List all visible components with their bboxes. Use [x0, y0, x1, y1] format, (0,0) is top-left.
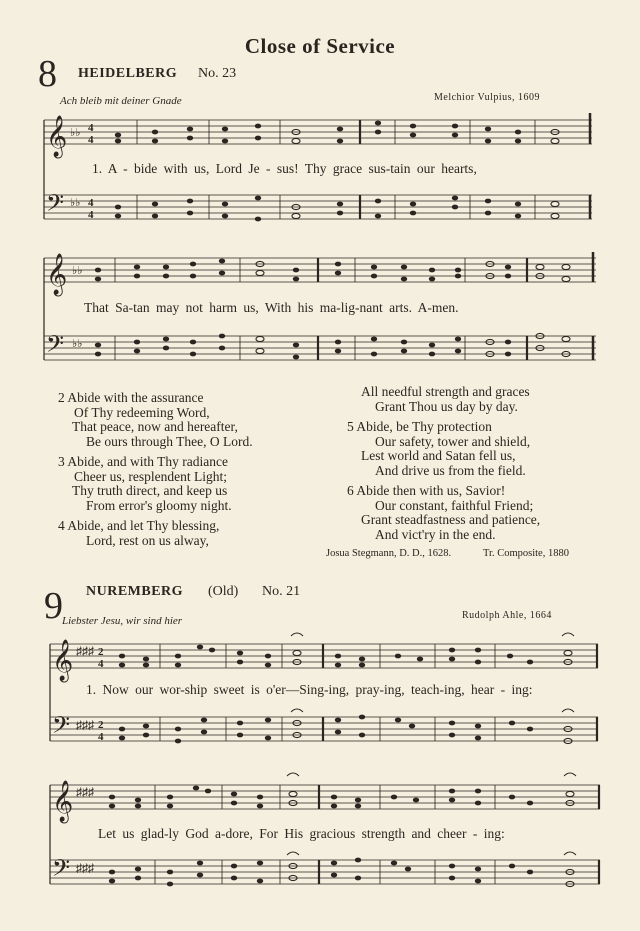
tune-name: HEIDELBERG: [78, 66, 178, 81]
verse-line: Lord, rest on us alway,: [86, 532, 209, 548]
svg-text:𝄢: 𝄢: [52, 854, 71, 887]
svg-text:2: 2: [98, 719, 104, 731]
svg-text:4: 4: [88, 209, 94, 221]
tune-variant: (Old): [208, 584, 239, 599]
lyric-line: That Sa-tan may not harm us, With his ma-lig-nant arts. A-men.: [84, 300, 459, 315]
svg-text:2: 2: [98, 646, 104, 658]
verse-line: 6 Abide then with us, Savior!: [347, 483, 506, 498]
lyric-line: 1. Now our wor-ship sweet is o'er—Sing-ing, pray-ing, teach-ing, hear - ing:: [86, 682, 533, 697]
verse-line: 5 Abide, be Thy protection: [347, 419, 492, 434]
svg-text:4: 4: [88, 122, 94, 134]
author-credit: Josua Stegmann, D. D., 1628.: [326, 548, 452, 559]
svg-text:♯♯♯: ♯♯♯: [76, 861, 94, 875]
composer: Melchior Vulpius, 1609: [434, 92, 541, 103]
lyric-line: Let us glad-ly God a-dore, For His gracious strength and cheer - ing:: [98, 826, 505, 841]
verse-line: From error's gloomy night.: [86, 497, 232, 513]
translation-credit: Tr. Composite, 1880: [483, 548, 569, 559]
svg-text:4: 4: [98, 658, 104, 670]
svg-text:𝄢: 𝄢: [52, 711, 71, 744]
svg-text:𝄢: 𝄢: [46, 330, 65, 363]
svg-text:♭♭: ♭♭: [70, 127, 81, 139]
page-title: Close of Service: [244, 34, 396, 58]
verse-line: Cheer us, resplendent Light;: [74, 468, 227, 484]
verse-line: Be ours through Thee, O Lord.: [86, 433, 253, 449]
verse-line: 2 Abide with the assurance: [58, 390, 204, 405]
verse-line: Our constant, faithful Friend;: [375, 497, 534, 513]
verse-line: 4 Abide, and let Thy blessing,: [58, 518, 220, 533]
verse-line: And vict'ry in the end.: [375, 526, 496, 542]
verse-line: That peace, now and hereafter,: [72, 419, 238, 434]
svg-text:♭♭: ♭♭: [70, 197, 81, 209]
svg-text:𝄞: 𝄞: [46, 116, 68, 157]
composer: Rudolph Ahle, 1664: [462, 610, 552, 621]
verse-line: Our safety, tower and shield,: [375, 433, 531, 449]
tune-name: NUREMBERG: [86, 584, 184, 599]
svg-text:𝄞: 𝄞: [46, 254, 68, 295]
hymn-number: 9: [44, 585, 63, 627]
svg-text:♯♯♯: ♯♯♯: [76, 718, 94, 732]
verse-line: Lest world and Satan fell us,: [361, 448, 516, 463]
svg-text:♯♯♯: ♯♯♯: [76, 644, 94, 658]
svg-text:♭♭: ♭♭: [72, 265, 83, 277]
verse-line: Grant steadfastness and patience,: [361, 512, 541, 527]
verse-line: 3 Abide, and with Thy radiance: [58, 454, 228, 469]
verse-line: Grant Thou us day by day.: [375, 398, 518, 414]
svg-text:𝄢: 𝄢: [46, 189, 65, 222]
lyric-line: 1. A - bide with us, Lord Je - sus! Thy grace sus-tain our hearts,: [92, 161, 477, 176]
svg-text:𝄞: 𝄞: [52, 640, 74, 681]
verse-line: All needful strength and graces: [361, 384, 530, 399]
svg-text:♯♯♯: ♯♯♯: [76, 785, 94, 799]
verse-line: And drive us from the field.: [375, 462, 526, 478]
svg-text:♭♭: ♭♭: [72, 338, 83, 350]
verse-line: Thy truth direct, and keep us: [72, 483, 228, 498]
tune-number: No. 21: [262, 584, 301, 599]
incipit: Ach bleib mit deiner Gnade: [60, 95, 182, 107]
svg-text:4: 4: [88, 197, 94, 209]
tune-number: No. 23: [198, 66, 237, 81]
hymn-number: 8: [38, 53, 57, 95]
svg-text:4: 4: [98, 731, 104, 743]
svg-text:4: 4: [88, 134, 94, 146]
svg-text:𝄞: 𝄞: [52, 781, 74, 822]
incipit: Liebster Jesu, wir sind hier: [62, 615, 183, 627]
verse-line: Of Thy redeeming Word,: [74, 404, 210, 420]
